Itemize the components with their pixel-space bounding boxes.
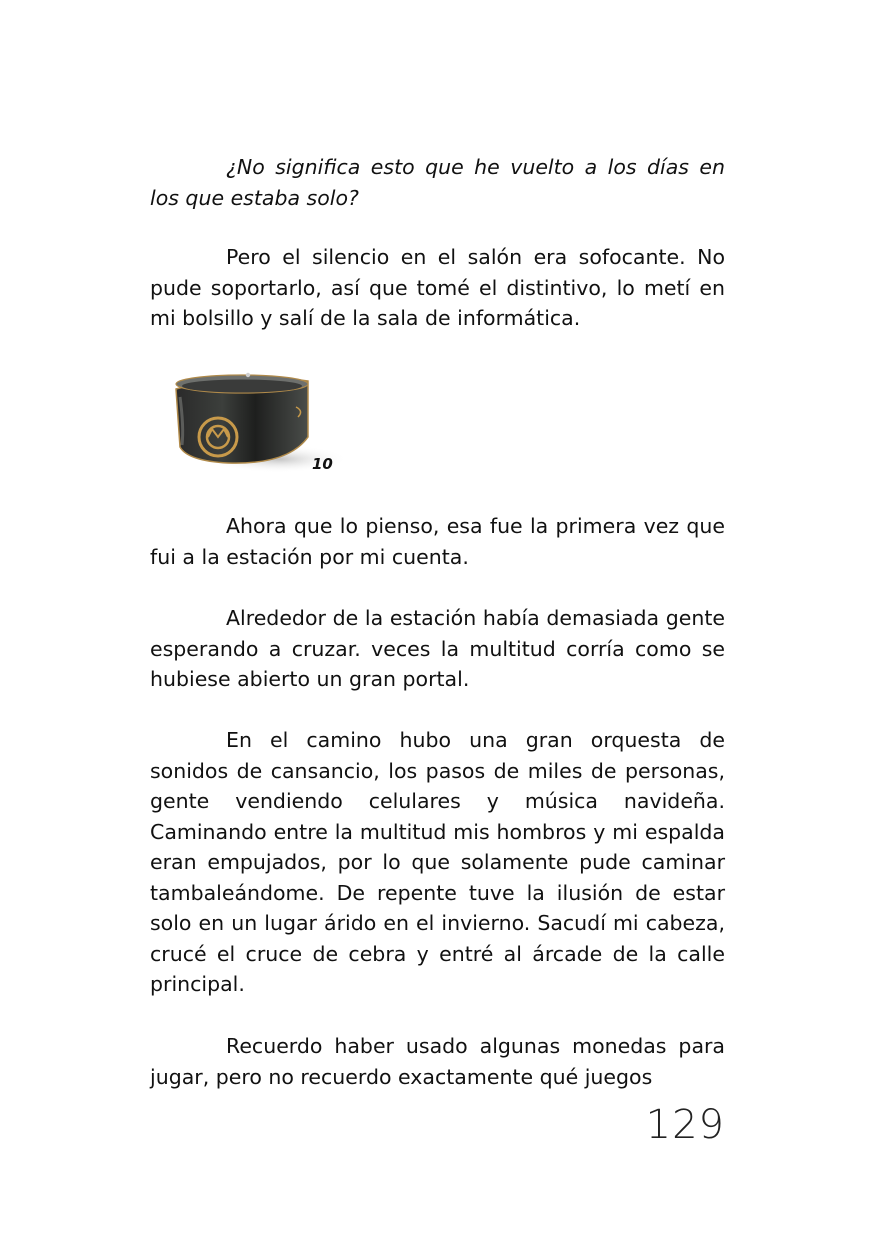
paragraph-arcade: Recuerdo haber usado algunas monedas para jugar, pero no recuerdo exactamente qué juegos [150, 1034, 725, 1089]
paragraph-italic-question: ¿No significa esto que he vuelto a los días en los que estaba solo? [150, 155, 725, 210]
paragraph-station-first-time: Ahora que lo pienso, esa fue la primera vez que fui a la estación por mi cuenta. [150, 514, 725, 569]
paragraph-crowd: Alrededor de la estación había demasiada gente esperando a cruzar. veces la multitud corría como se hubiese abierto un gran portal. [150, 606, 725, 691]
paragraph-walk: En el camino hubo una gran orquesta de sonidos de cansancio, los pasos de miles de personas, gente vendiendo celulares y música navideña. Caminando entre la multitud mis hombros y mi espalda eran empujados, por lo que solamente pude caminar tambaleándome. De repente tuve la ilusión de estar solo en un lugar árido en el invierno. Sacudí mi cabeza, crucé el cruce de cebra y entré al árcade de la calle principal. [150, 728, 725, 996]
page-number: 129 [645, 1102, 725, 1148]
paragraph-silence: Pero el silencio en el salón era sofocante. No pude soportarlo, así que tomé el distintivo, lo metí en mi bolsillo y salí de la sala de informática. [150, 245, 725, 330]
figure-number: 10 [312, 455, 333, 473]
